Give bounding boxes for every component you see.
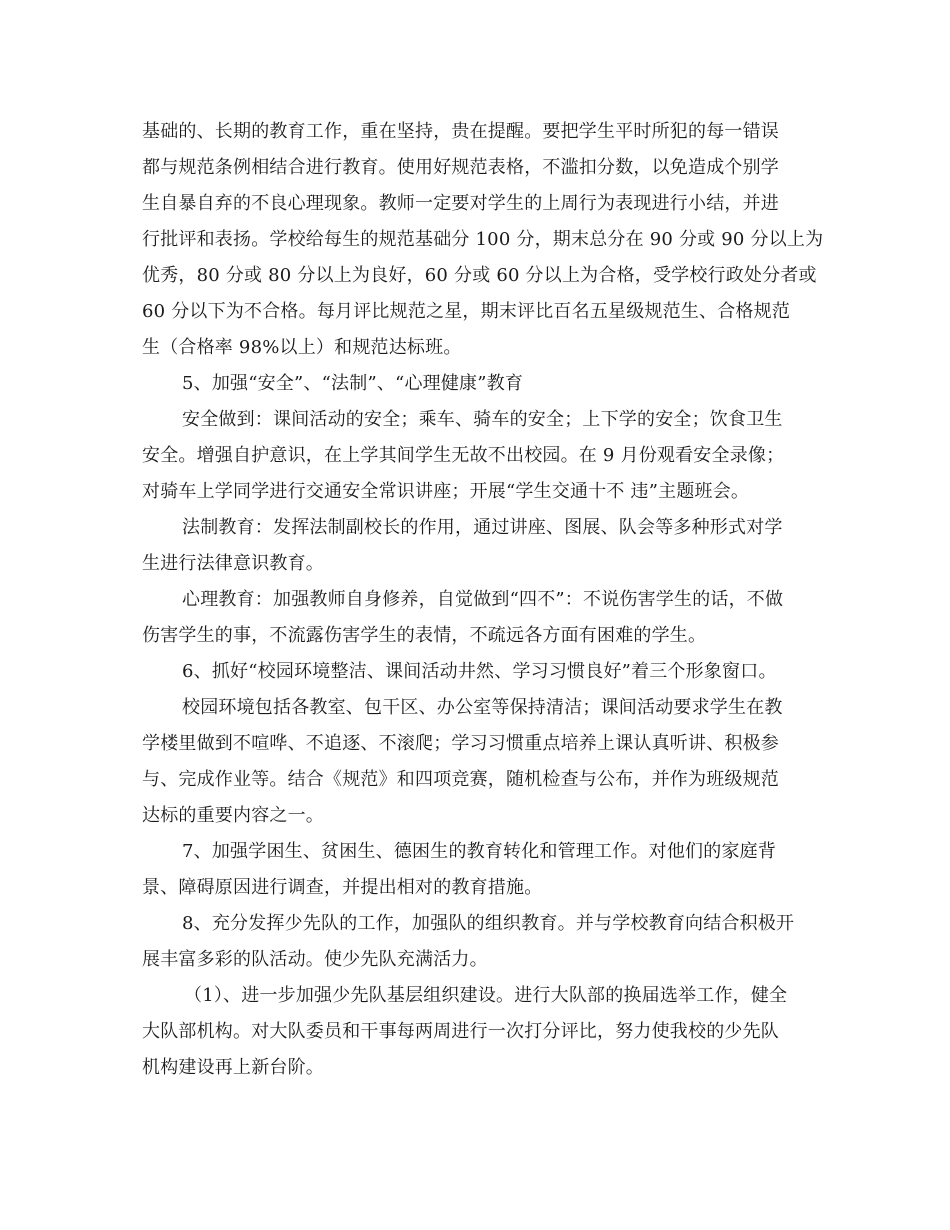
- text-line: 优秀，80 分或 80 分以上为良好，60 分或 60 分以上为合格，受学校行政处分者或: [142, 265, 817, 286]
- document-body: [142, 114, 822, 1086]
- section-heading-8: 8、充分发挥少先队的工作，加强队的组织教育。并与学校教育向结合积极开: [182, 913, 795, 934]
- text-line: 校园环境包括各教室、包干区、办公室等保持清洁；课间活动要求学生在教: [182, 697, 783, 718]
- text-line: 60 分以下为不合格。每月评比规范之星，期末评比百名五星级规范生、合格规范: [142, 301, 791, 322]
- text-line: 与、完成作业等。结合《规范》和四项竞赛，随机检查与公布，并作为班级规范: [142, 769, 779, 790]
- text-line: 心理教育：加强教师自身修养，自觉做到“四不”：不说伤害学生的话，不做: [182, 589, 784, 610]
- section-heading-6: 6、抓好“校园环境整洁、课间活动井然、学习习惯良好”着三个形象窗口。: [182, 661, 777, 682]
- text-line: 都与规范条例相结合进行教育。使用好规范表格，不滥扣分数，以免造成个别学: [142, 157, 779, 178]
- section-heading-7: 7、加强学困生、贫困生、德困生的教育转化和管理工作。对他们的家庭背: [182, 841, 777, 862]
- text-line: 达标的重要内容之一。: [142, 805, 324, 826]
- text-line: 景、障碍原因进行调查，并提出相对的教育措施。: [142, 877, 543, 898]
- text-line: 安全做到：课间活动的安全；乘车、骑车的安全；上下学的安全；饮食卫生: [182, 409, 783, 430]
- text-line: 对骑车上学同学进行交通安全常识讲座；开展“学生交通十不 违”主题班会。: [142, 481, 750, 502]
- text-line: 生（合格率 98%以上）和规范达标班。: [142, 337, 462, 358]
- text-line: 伤害学生的事，不流露伤害学生的表情，不疏远各方面有困难的学生。: [142, 625, 707, 646]
- text-line: 大队部机构。对大队委员和干事每两周进行一次打分评比，努力使我校的少先队: [142, 1021, 779, 1042]
- section-heading-5: 5、加强“安全”、“法制”、“心理健康”教育: [182, 373, 524, 394]
- text-line: 生进行法律意识教育。: [142, 553, 324, 574]
- text-line: 机构建设再上新台阶。: [142, 1057, 324, 1078]
- text-line: 学楼里做到不喧哗、不追逐、不滚爬；学习习惯重点培养上课认真听讲、积极参: [142, 733, 779, 754]
- text-line: 展丰富多彩的队活动。使少先队充满活力。: [142, 949, 488, 970]
- text-line: 法制教育：发挥法制副校长的作用，通过讲座、图展、队会等多种形式对学: [182, 517, 783, 538]
- text-line: 安全。增强自护意识，在上学其间学生无故不出校园。在 9 月份观看安全录像；: [142, 445, 785, 466]
- text-line: 行批评和表扬。学校给每生的规范基础分 100 分，期末总分在 90 分或 90 分以上为: [142, 229, 824, 250]
- text-line: 基础的、长期的教育工作，重在坚持，贵在提醒。要把学生平时所犯的每一错误: [142, 121, 779, 142]
- text-line: 生自暴自弃的不良心理现象。教师一定要对学生的上周行为表现进行小结，并进: [142, 193, 779, 214]
- subsection-heading-1: （1）、进一步加强少先队基层组织建设。进行大队部的换届选举工作，健全: [184, 985, 788, 1006]
